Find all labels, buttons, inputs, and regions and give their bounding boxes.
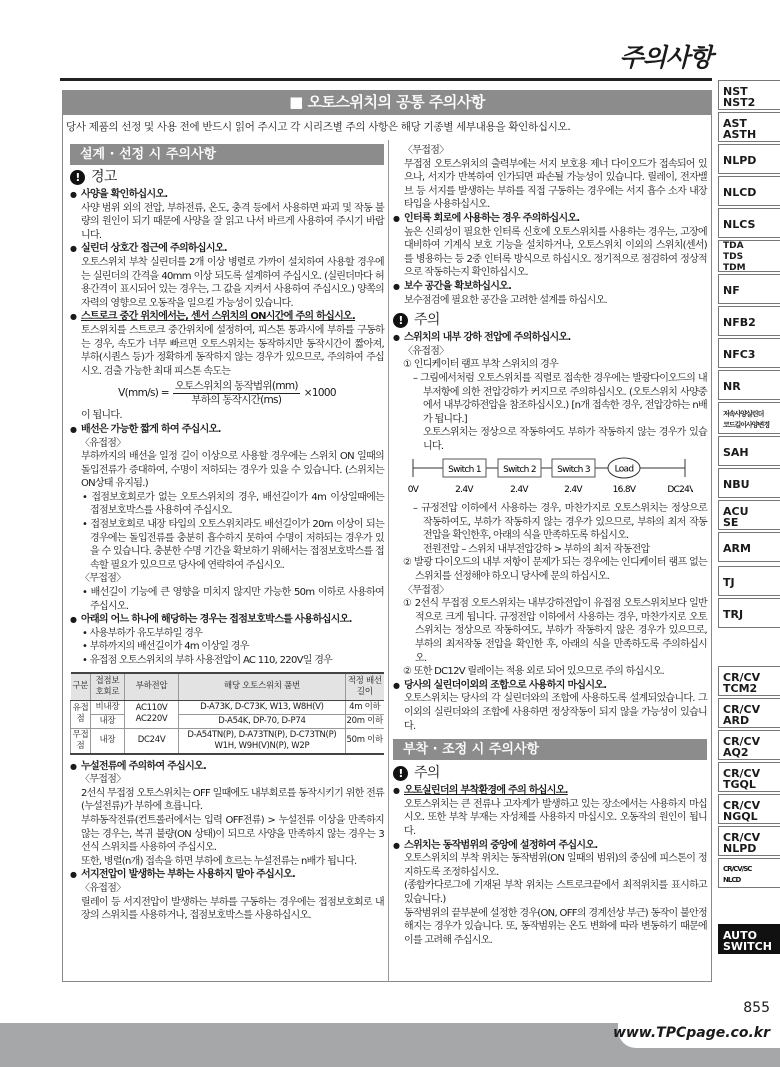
sidebar-item[interactable]	[718, 666, 780, 696]
table-header: 구분	[71, 673, 91, 701]
sidebar-item-label: TDA TDS TDM	[723, 241, 746, 273]
text-paragraph: 2선식 무접점 오토스위치는 OFF 일때에도 내부회로를 동작시키기 위한 전류(누설전류)가 부하에 흐릅니다.	[81, 787, 384, 813]
sidebar-item-label: TRJ	[723, 608, 744, 621]
sidebar-item[interactable]	[718, 144, 780, 174]
caution-icon: !	[393, 313, 408, 328]
text-paragraph: 사양 범위 외의 전압, 부하전류, 온도, 충격 등에서 사용하면 파괴 및 작동 불량의 원인이 되기 때문에 사양을 잘 읽고 나서 바르게 사용하여 주시기 바랍니다.	[81, 202, 384, 241]
dot-paragraph: • 부하까지의 배선길이가 4m 이상일 경우	[70, 640, 384, 654]
text-paragraph: 이 됩니다.	[81, 410, 122, 422]
dash-paragraph: – 그림에서처럼 오토스위치를 직렬로 접속한 경우에는 발광다이오드의 내부저항에 의한 전압강하가 커지므로 주의하십시오. (오토스위치 사양중에서 내부강하전압을 참조하십시오.) [n개 접속한 경우, 전압강하는 n배가 됩니다.]	[413, 372, 707, 425]
sidebar-item-label: NLCD	[723, 186, 757, 199]
sidebar-item-label: CR/CV AQ2	[723, 734, 761, 759]
intro-text: 당사 제품의 선정 및 사용 전에 반드시 읽어 주시고 각 시리즈별 주의 사항은 해당 기종별 세부내용을 확인하십시오.	[66, 121, 571, 133]
table-cell-models: D-A54TN(P), D-A73TN(P), D-C73TN(P) W1H, W9H(V)N(P), W2P	[179, 728, 345, 754]
column-divider	[388, 140, 389, 982]
table-header: 적정 배선길이	[345, 673, 384, 701]
bullet-heading-text: 배선은 가능한 짧게 하여 주십시오.	[81, 423, 221, 435]
formula-numerator: 오토스위치의 동작범위(mm)	[174, 380, 298, 393]
bullet-heading-text: 서지전압이 발생하는 부하는 사용하지 말아 주십시오.	[81, 869, 296, 881]
num-paragraph: ② 또한 DC12V 릴레이는 적용 외로 되어 있으므로 주의 하십시오.	[403, 666, 664, 678]
bullet-heading	[70, 242, 384, 256]
text-paragraph: 오토스위치는 큰 전류나 고자계가 발생하고 있는 장소에서는 사용하지 마십시오. 또한 부착 부재는 자성체를 사용하지 마십시오. 오동작의 원인이 됩니다.	[404, 798, 707, 837]
switch-label: Switch 2	[503, 465, 536, 476]
sub-paragraph: 〈무접점〉	[80, 573, 126, 585]
sidebar-item-label: NST NST2	[723, 84, 756, 109]
indent-paragraph: 전원전압 – 스위치 내부전압강하 > 부하의 최저 작동전압	[423, 543, 650, 555]
sidebar-item[interactable]	[718, 826, 780, 856]
table-cell-type: 무접점	[71, 728, 91, 754]
sidebar-item[interactable]	[718, 274, 780, 304]
bullet-heading-text: 아래의 어느 하나에 해당하는 경우는 접점보호박스를 사용하십시오.	[81, 614, 352, 626]
voltage-label: DC24V	[667, 485, 693, 496]
num-paragraph: ① 인디케이터 램프 부착 스위치의 경우	[403, 359, 559, 371]
bullet-heading-text: 오토실린더의 부착환경에 주의 하십시오.	[404, 785, 568, 797]
text-paragraph: 높은 신뢰성이 필요한 인터록 신호에 오토스위치를 사용하는 경우는, 고장에 대비하여 기계식 보호 기능을 설치하거나, 오토스위치 이외의 스위치(센서)를 병용하는 등 2중 인터록 방식으로 하십시오. 정기적으로 점검하여 정상적으로 작동하는지 확인하십시오.	[404, 226, 707, 279]
section-header: 부착 · 조정 시 주의사항	[393, 739, 707, 760]
bullet-heading-text: 사양을 확인하십시오.	[81, 189, 168, 200]
sub-paragraph: 〈유접점〉	[403, 345, 449, 357]
sidebar-item[interactable]	[718, 176, 780, 206]
sidebar-item-label: CR/CV TCM2	[723, 670, 761, 695]
table-cell-voltage: AC110V AC220V	[124, 700, 179, 728]
bullet-heading-text: 실린더 상호간 접근에 주의하십시오.	[81, 243, 227, 255]
sidebar-item-label: NR	[723, 380, 741, 393]
text-paragraph: 부하까지의 배선을 일정 길이 이상으로 사용할 경우에는 스위치 ON 일때의 돌입전류가 증대하여, 수명이 저하되는 경우가 있을 수 있습니다. (스위치는 ON상태 유지됨.)	[81, 451, 384, 490]
wiring-table	[70, 672, 384, 755]
text-paragraph: 동작범위의 끝부분에 설정한 경우(ON, OFF의 경계선상 부근) 동작이 불안정해지는 경우가 있습니다. 또, 동작범위는 온도 변화에 따라 변동하기 때문에 이를 고려해 주십시오.	[404, 907, 707, 946]
sidebar-item-label: CR/CV NGQL	[723, 798, 761, 823]
dot-paragraph: • 배선길이 기능에 큰 영향을 미치지 않지만 가능한 50m 이하로 사용하여 주십시오.	[70, 586, 384, 613]
text-paragraph: 또한, 병렬(n개) 접속을 하면 부하에 흐르는 누설전류는 n배가 됩니다.	[81, 855, 357, 867]
num-paragraph: ② 발광 다이오드의 내부 저항이 문제가 되는 경우에는 인디케이터 램프 없는 스위치를 선정해야 하오니 당사에 문의 하십시오.	[403, 557, 707, 583]
bullet-heading	[70, 188, 384, 202]
bullet-heading	[393, 212, 707, 226]
bullet-heading	[70, 760, 384, 774]
sidebar-item[interactable]	[718, 532, 780, 562]
voltage-label: 2.4V	[455, 485, 473, 496]
bullet-heading	[70, 310, 384, 324]
table-cell-circuit: 내장	[91, 714, 125, 728]
bullet-heading-text: 스트로크 중간 위치에서는, 센서 스위치의 ON시간에 주의 하십시오.	[81, 311, 356, 323]
sidebar-item[interactable]	[718, 762, 780, 792]
dot-paragraph: • 접점보호회로 내장 타입의 오토스위치라도 배선길이가 20m 이상이 되는 경우에는 돌입전류를 충분히 흡수하지 못하여 수명이 저하되는 경우가 있을 수 있습니다. 충분한 수명 기간을 확보하기 위해서는 접점보호박스를 접속할 필요가 있으므로 당사에 연락하여 주십시오.	[70, 518, 384, 572]
series-circuit-diagram	[403, 455, 693, 497]
sidebar-item[interactable]	[718, 402, 780, 434]
sidebar-item[interactable]	[718, 436, 780, 466]
switch-label: Switch 1	[448, 465, 481, 476]
fraction	[173, 380, 300, 407]
sub-paragraph: 〈유접점〉	[80, 437, 126, 449]
sidebar-item-label: ACU SE	[723, 504, 749, 529]
sidebar-item[interactable]	[718, 566, 780, 596]
dot-paragraph: • 사용부하가 유도부하일 경우	[70, 627, 384, 641]
sidebar-item[interactable]	[718, 338, 780, 368]
right-column	[393, 144, 707, 947]
sidebar-item[interactable]	[718, 240, 780, 272]
warning-heading-label: 경고	[91, 169, 117, 185]
bullet-heading-text: 당사의 실린더이외의 조합으로 사용하지 마십시오.	[404, 679, 607, 691]
table-cell-models: D-A54K, DP-70, D-P74	[179, 714, 345, 728]
bullet-heading	[393, 784, 707, 798]
sidebar-item-label: TJ	[723, 576, 735, 589]
bullet-heading-text: 인터록 회로에 사용하는 경우 주의하십시오.	[404, 212, 580, 224]
sidebar-item-label: NLCS	[723, 218, 756, 231]
sidebar-item-label: NLPD	[723, 154, 757, 167]
title-divider	[60, 78, 712, 81]
text-paragraph: 부하동작전류(컨트롤러에서는 입력 OFF전류) > 누설전류 이상을 만족하지 않는 경우는, 복귀 불량(ON 상태)이 되므로 사양을 만족하지 않는 경우는 3선식 스위치를 사용하여 주십시오.	[81, 814, 384, 854]
text-paragraph: 오토스위치는 당사의 각 실린더와의 조합에 사용하도록 설계되었습니다. 그 이외의 실린더와의 조합에 사용하면 정상작동이 되지 않을 가능성이 있습니다.	[404, 693, 707, 732]
sidebar-item[interactable]	[718, 500, 780, 530]
sidebar-item-label: CR/CV TGQL	[723, 766, 761, 791]
sidebar-item-label: AUTO SWITCH	[723, 928, 772, 953]
table-header: 해당 오토스위치 품번	[179, 673, 345, 701]
sidebar-item-label: NFC3	[723, 348, 756, 361]
warning-heading	[393, 311, 707, 330]
sidebar-item-label: SAH	[723, 446, 749, 459]
sidebar-item-label: CR/CV NLPD	[723, 830, 761, 855]
section-header: 설계 · 선정 시 주의사항	[70, 144, 384, 165]
warning-heading-label: 주의	[414, 765, 440, 782]
voltage-label: 0V	[407, 485, 419, 496]
table-cell-voltage: DC24V	[124, 728, 179, 754]
voltage-label: 16.8V	[612, 485, 636, 496]
text-paragraph: 오토스위치의 부착 위치는 동작범위(ON 일때의 범위)의 중심에 피스톤이 정지하도록 조정하십시오.	[404, 853, 707, 878]
table-row	[71, 700, 385, 714]
dash-paragraph: – 규정전압 이하에서 사용하는 경우, 마찬가지로 오토스위치는 정상으로 작동하여도, 부하가 작동하지 않는 경우가 있으므로, 부하의 최저 작동 전압을 확인한후, 아래의 식을 만족하도록 하십시오.	[413, 503, 707, 542]
sidebar-item-label: AST ASTH	[723, 116, 757, 141]
sidebar-item[interactable]	[718, 858, 780, 888]
formula-denominator: 부하의 동작시간(ms)	[191, 394, 282, 407]
bullet-heading-text: 누설전류에 주의하여 주십시오.	[81, 760, 207, 772]
speed-formula	[70, 380, 384, 407]
sub-paragraph: 〈무접점〉	[403, 145, 449, 156]
warning-heading-label: 주의	[414, 312, 440, 329]
table-cell-length: 20m 이하	[345, 714, 384, 728]
sidebar-item-label: NF	[723, 284, 740, 297]
bullet-heading	[70, 868, 384, 882]
sub-paragraph: 〈무접점〉	[403, 584, 449, 596]
bullet-heading	[393, 679, 707, 693]
bullet-heading	[70, 423, 384, 437]
text-paragraph: 릴레이 등 서지전압이 발생하는 부하를 구동하는 경우에는 접점보호회로 내장의 스위치를 사용하거나, 접점보호박스를 사용하십시오.	[81, 896, 384, 922]
bullet-heading	[393, 839, 707, 853]
diagram-wrapper	[403, 455, 707, 502]
sub-paragraph: 〈유접점〉	[80, 882, 126, 894]
sub-paragraph: 〈무접점〉	[80, 774, 126, 786]
bullet-heading-text: 스위치의 내부 강하 전압에 주의하십시오.	[404, 332, 571, 344]
table-cell-length: 4m 이하	[345, 700, 384, 714]
table-row	[71, 714, 385, 728]
page-title: 주의사항	[619, 43, 712, 72]
sidebar-item[interactable]	[718, 924, 780, 954]
warning-icon: !	[70, 170, 85, 185]
table-header: 접점보호회로	[91, 673, 125, 701]
table-row	[71, 728, 385, 754]
sidebar-item-label: NFB2	[723, 316, 756, 329]
formula-factor: ×1000	[303, 387, 336, 400]
sidebar-item[interactable]	[718, 370, 780, 400]
sidebar-item-label: CR/CV ARD	[723, 702, 761, 727]
sidebar-item[interactable]	[718, 794, 780, 824]
formula-lhs: V(mm/s) =	[118, 387, 169, 400]
sidebar-item[interactable]	[718, 306, 780, 336]
bullet-heading	[393, 280, 707, 294]
table-cell-circuit: 비내장	[91, 700, 125, 714]
website-url[interactable]: www.TPCpage.co.kr	[612, 1025, 770, 1041]
voltage-label: 2.4V	[564, 485, 582, 496]
bullet-heading-text: 보수 공간을 확보하십시오.	[404, 280, 512, 292]
num-paragraph: ① 2선식 무접점 오토스위치는 내부강하전압이 유접점 오토스위치보다 일반적으로 크게 됩니다. 규정전압 이하에서 사용하는 경우, 마찬가지로 오토스위치는 정상으로 작동하여도, 부하가 작동하지 않은 경우가 있으므로, 부하의 최저작동 전압을 확인한 후, 아래의 식을 만족하도록 주의하십시오.	[403, 598, 707, 664]
sidebar-item[interactable]	[718, 80, 780, 110]
switch-label: Switch 3	[557, 465, 590, 476]
sidebar-item-label: NBU	[723, 478, 750, 491]
sidebar-item-label: CR/CV/SC NLCD	[723, 864, 752, 884]
caution-icon: !	[393, 766, 408, 781]
sidebar-item-label: 저속사양실린더 코드길이사양변경	[723, 409, 770, 429]
text-paragraph: (종합카다로그에 기재된 부착 위치는 스트로크끝에서 최적위치를 표시하고 있습니다.)	[404, 880, 707, 905]
voltage-label: 2.4V	[510, 485, 528, 496]
left-column	[70, 144, 384, 923]
text-paragraph: 무접점 오토스위치의 출력부에는 서지 보호용 제너 다이오드가 접속되어 있으나, 서지가 반복하여 인가되면 파손될 가능성이 있습니다. 릴레이, 전자밸브 등 서지를 발생하는 부하를 직접 구동하는 경우에는 서지 흡수 소자 내장 타입을 사용하십시오.	[404, 158, 707, 211]
load-label: Load	[614, 464, 634, 475]
sidebar-item[interactable]	[718, 112, 780, 142]
page-number: 855	[743, 1000, 770, 1016]
sidebar-item[interactable]	[718, 730, 780, 760]
sidebar-item-label: ARM	[723, 542, 751, 555]
warning-heading	[70, 168, 384, 187]
table-cell-type: 유접점	[71, 700, 91, 728]
warning-heading	[393, 764, 707, 783]
sidebar-item[interactable]	[718, 698, 780, 728]
table-cell-length: 50m 이하	[345, 728, 384, 754]
bullet-heading-text: 스위치는 동작범위의 중앙에 설정하여 주십시오.	[404, 839, 598, 851]
dot-paragraph: • 유접점 오토스위치의 부하 사용전압이 AC 110, 220V일 경우	[70, 654, 384, 668]
sidebar-item[interactable]	[718, 598, 780, 628]
dot-paragraph: • 접점보호회로가 없는 오토스위치의 경우, 배선길이가 4m 이상일때에는 접점보호박스를 사용하여 주십시오.	[70, 491, 384, 518]
main-header: ■ 오토스위치의 공통 주의사항	[62, 90, 712, 115]
bullet-heading	[70, 613, 384, 627]
sidebar-item[interactable]	[718, 468, 780, 498]
text-paragraph: 보수점검에 필요한 공간을 고려한 설계를 하십시오.	[404, 294, 608, 306]
table-cell-circuit: 내장	[91, 728, 125, 754]
text-paragraph: 토스위치를 스트로크 중간위치에 설정하여, 피스톤 통과시에 부하를 구동하는 경우, 속도가 너무 빠르면 오토스위치는 동작하지만 동작시간이 짧아져, 부하(시퀀스 등)가 정확하게 동작하지 않는 경우가 있으므로, 주의하여 주십시오. 검출 가능한 최대 피스톤 속도는	[81, 324, 384, 377]
table-cell-models: D-A73K, D-C73K, W13, W8H(V)	[179, 700, 345, 714]
sidebar-item[interactable]	[718, 208, 780, 238]
table-header: 부하전압	[124, 673, 179, 701]
text-paragraph: 오토스위치 부착 실린더를 2개 이상 병렬로 가까이 설치하여 사용할 경우에는 실린더의 간격을 40mm 이상 되도록 설계하여 주십시오. (실린더마다 허용간격이 표시되어 있는 경우는, 그 값을 지켜서 사용하여 주십시오.) 양쪽의 자력의 영향으로 오동작을 일으킬 가능성이 있습니다.	[81, 256, 384, 309]
indent-paragraph: 오토스위치는 정상으로 작동하여도 부하가 작동하지 않는 경우가 있습니다.	[423, 427, 707, 452]
bullet-heading	[393, 331, 707, 345]
